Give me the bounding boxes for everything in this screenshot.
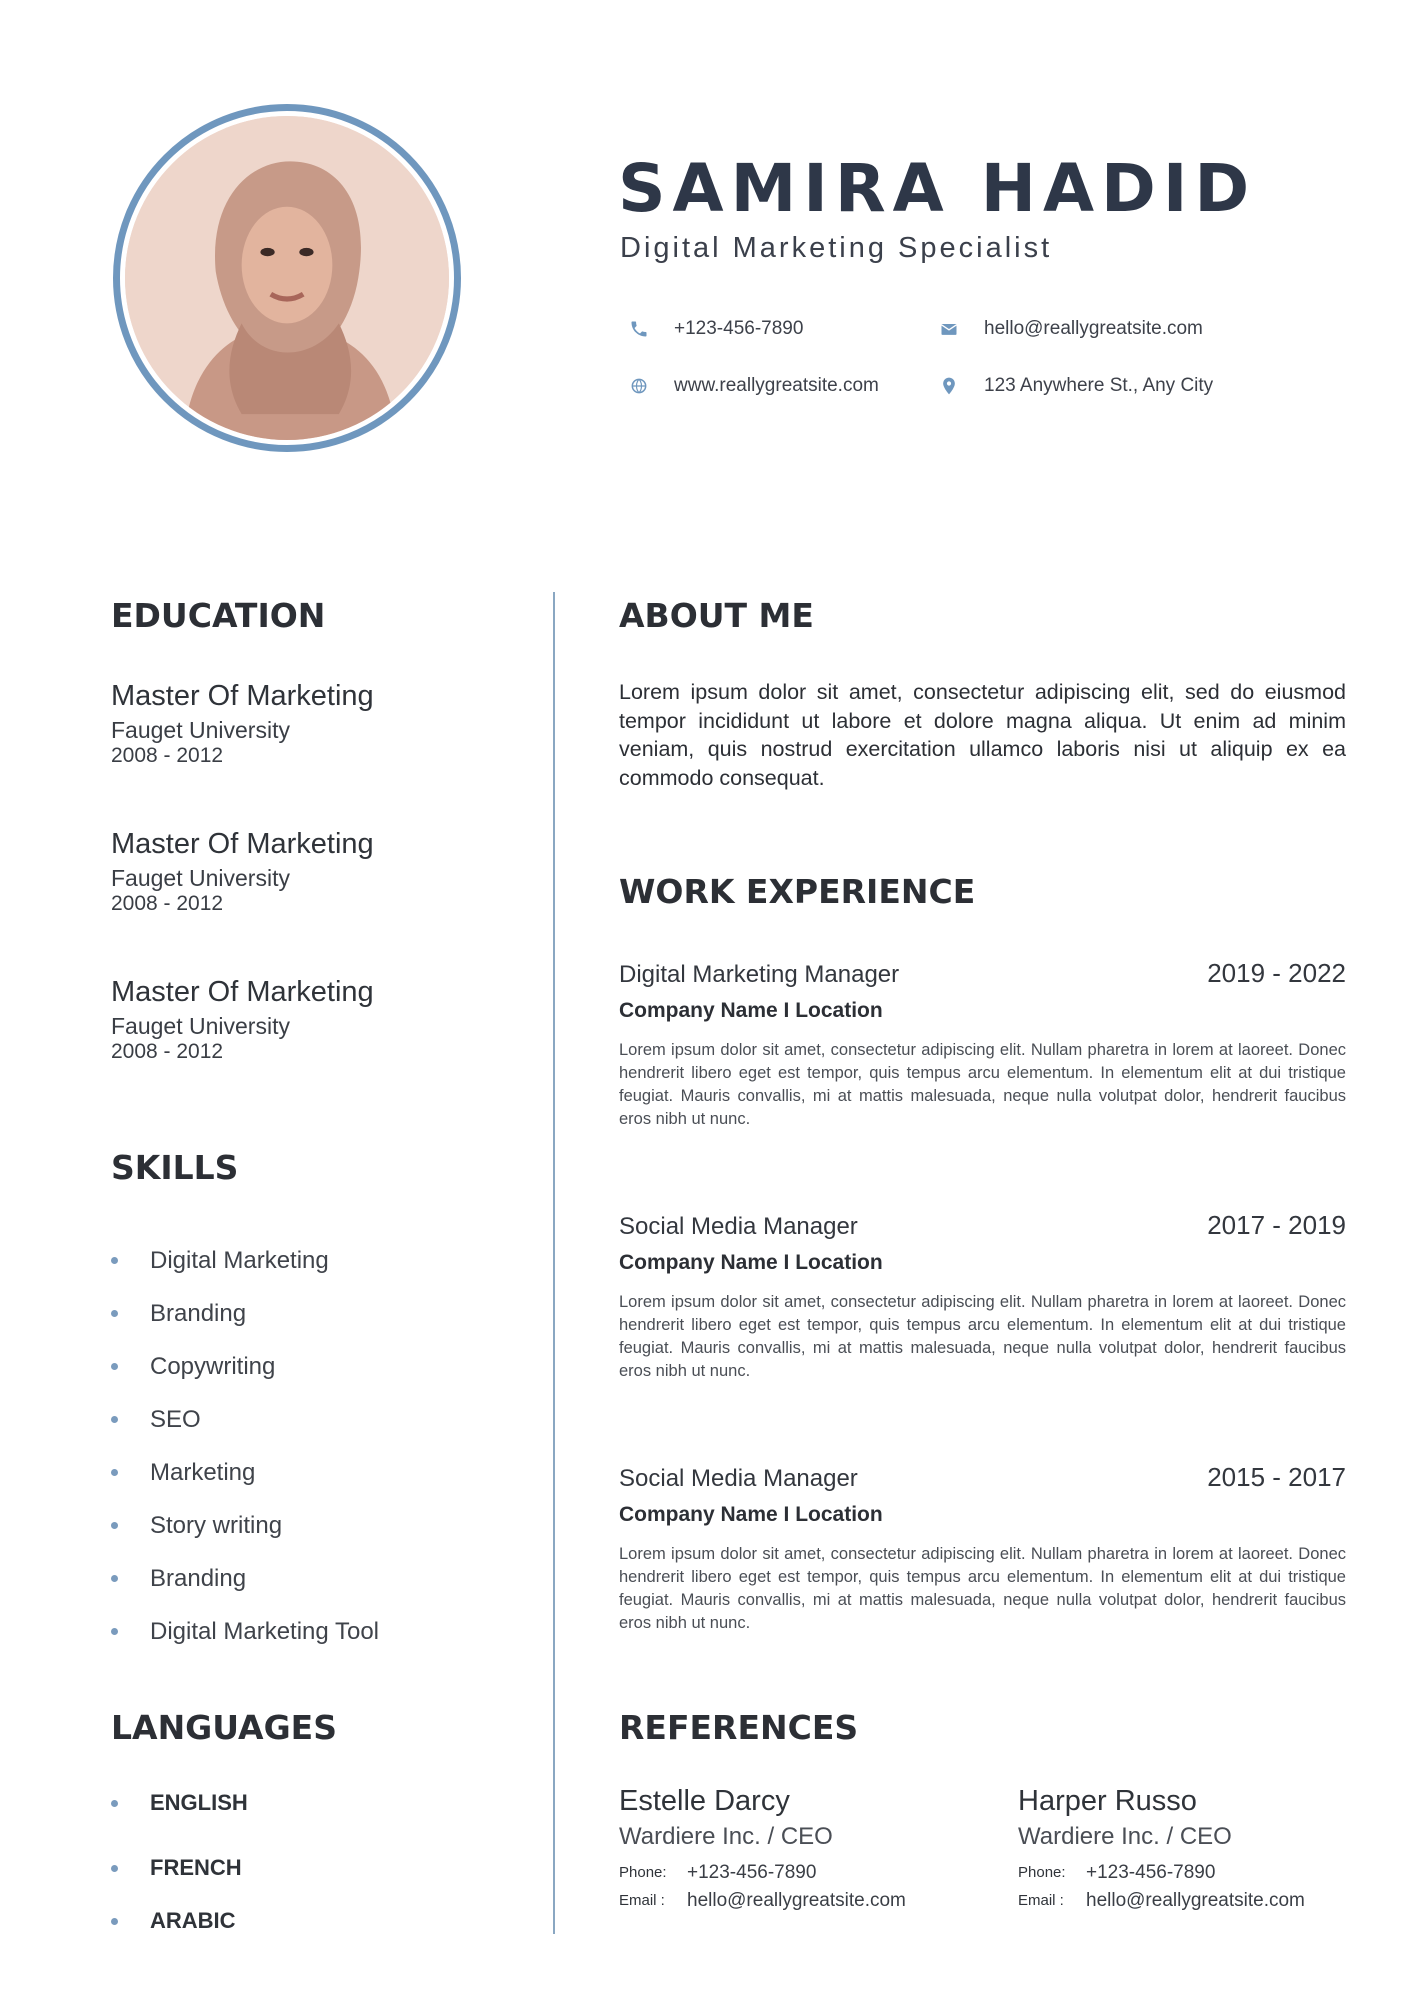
bullet-icon — [111, 1257, 118, 1264]
address-text: 123 Anywhere St., Any City — [984, 375, 1214, 396]
profile-photo-frame — [113, 104, 461, 452]
education-years: 2008 - 2012 — [111, 1040, 224, 1063]
education-degree: Master Of Marketing — [111, 976, 374, 1008]
reference-email-value: hello@reallygreatsite.com — [687, 1890, 906, 1911]
skill-item — [111, 1340, 379, 1393]
education-school: Fauget University — [111, 717, 290, 743]
reference-company: Wardiere Inc. / CEO — [619, 1823, 833, 1850]
language-item — [111, 1790, 248, 1816]
education-degree: Master Of Marketing — [111, 680, 374, 712]
reference-name: Estelle Darcy — [619, 1785, 790, 1817]
education-item — [111, 678, 531, 768]
skills-heading: SKILLS — [111, 1148, 239, 1187]
language-label: ENGLISH — [150, 1790, 248, 1815]
job-entry — [619, 1462, 1346, 1635]
job-years: 2017 - 2019 — [1207, 1210, 1346, 1240]
website-text: www.reallygreatsite.com — [674, 375, 879, 396]
education-years: 2008 - 2012 — [111, 744, 224, 767]
phone-icon — [628, 318, 650, 340]
skill-label: Marketing — [150, 1458, 256, 1486]
skills-list — [111, 1234, 379, 1658]
skill-item — [111, 1499, 379, 1552]
email-label: Email : — [619, 1892, 665, 1909]
phone-label: Phone: — [619, 1864, 667, 1881]
bullet-icon — [111, 1363, 118, 1370]
language-item — [111, 1908, 236, 1934]
reference-email — [1018, 1890, 1378, 1912]
bullet-icon — [111, 1416, 118, 1423]
job-description: Lorem ipsum dolor sit amet, consectetur adipiscing elit. Nullam pharetra in lorem at laoreet. Donec hendrerit libero eget est tempor, quis tempus arcu elementum. In elementum elit at dui tristique feugiat. Mauris convallis, mi at mattis malesuada, neque nulla volutpat dolor, hendrerit faucibus eros nibh ut nunc. — [619, 1545, 1346, 1632]
bullet-icon — [111, 1918, 118, 1925]
job-role: Social Media Manager — [619, 1213, 858, 1240]
skill-item — [111, 1393, 379, 1446]
column-divider — [553, 592, 555, 1934]
contact-phone — [628, 318, 803, 340]
skill-item — [111, 1446, 379, 1499]
skill-label: Digital Marketing — [150, 1246, 329, 1274]
education-item — [111, 974, 531, 1064]
skill-label: SEO — [150, 1405, 201, 1433]
language-label: FRENCH — [150, 1855, 242, 1880]
bullet-icon — [111, 1522, 118, 1529]
globe-icon — [628, 375, 650, 397]
contact-email — [938, 318, 1203, 340]
candidate-title: Digital Marketing Specialist — [620, 232, 1053, 264]
contact-address — [938, 375, 1213, 397]
education-school: Fauget University — [111, 1013, 290, 1039]
profile-photo — [125, 116, 449, 440]
reference-email — [619, 1890, 979, 1912]
reference-phone-value: +123-456-7890 — [1086, 1862, 1216, 1883]
reference-company: Wardiere Inc. / CEO — [1018, 1823, 1232, 1850]
bullet-icon — [111, 1310, 118, 1317]
about-text: Lorem ipsum dolor sit amet, consectetur adipiscing elit, sed do eiusmod tempor incididunt ut labore et dolore magna aliqua. Ut enim ad minim veniam, quis nostrud exercitation ullamco laboris nisi ut aliquip ex ea commodo consequat. — [619, 680, 1346, 790]
references-heading: REFERENCES — [619, 1708, 859, 1747]
skill-item — [111, 1552, 379, 1605]
job-company: Company Name I Location — [619, 1503, 883, 1526]
bullet-icon — [111, 1865, 118, 1872]
skill-label: Digital Marketing Tool — [150, 1617, 379, 1645]
skill-label: Story writing — [150, 1511, 283, 1539]
location-pin-icon — [938, 375, 960, 397]
language-item — [111, 1855, 242, 1881]
skill-item — [111, 1234, 379, 1287]
job-years: 2015 - 2017 — [1207, 1462, 1346, 1492]
job-entry — [619, 958, 1346, 1131]
bullet-icon — [111, 1575, 118, 1582]
job-company: Company Name I Location — [619, 999, 883, 1022]
languages-heading: LANGUAGES — [111, 1708, 337, 1747]
reference-card — [619, 1784, 979, 1912]
job-description: Lorem ipsum dolor sit amet, consectetur adipiscing elit. Nullam pharetra in lorem at laoreet. Donec hendrerit libero eget est tempor, quis tempus arcu elementum. In elementum elit at dui tristique feugiat. Mauris convallis, mi at mattis malesuada, neque nulla volutpat dolor, hendrerit faucibus eros nibh ut nunc. — [619, 1293, 1346, 1380]
contact-website — [628, 375, 879, 397]
bullet-icon — [111, 1800, 118, 1807]
education-item — [111, 826, 531, 916]
reference-email-value: hello@reallygreatsite.com — [1086, 1890, 1305, 1911]
education-years: 2008 - 2012 — [111, 892, 224, 915]
about-heading: ABOUT ME — [619, 596, 814, 635]
skill-label: Branding — [150, 1564, 247, 1592]
reference-phone-value: +123-456-7890 — [687, 1862, 817, 1883]
mail-icon — [938, 318, 960, 340]
experience-heading: WORK EXPERIENCE — [619, 872, 976, 911]
job-description: Lorem ipsum dolor sit amet, consectetur adipiscing elit. Nullam pharetra in lorem at laoreet. Donec hendrerit libero eget est tempor, quis tempus arcu elementum. In elementum elit at dui tristique feugiat. Mauris convallis, mi at mattis malesuada, neque nulla volutpat dolor, hendrerit faucibus eros nibh ut nunc. — [619, 1041, 1346, 1128]
education-heading: EDUCATION — [111, 596, 326, 635]
reference-name: Harper Russo — [1018, 1785, 1197, 1817]
skill-label: Copywriting — [150, 1352, 276, 1380]
email-label: Email : — [1018, 1892, 1064, 1909]
phone-text: +123-456-7890 — [674, 318, 804, 339]
email-text: hello@reallygreatsite.com — [984, 318, 1203, 339]
job-role: Social Media Manager — [619, 1465, 858, 1492]
education-degree: Master Of Marketing — [111, 828, 374, 860]
bullet-icon — [111, 1628, 118, 1635]
skill-item — [111, 1605, 379, 1658]
reference-card — [1018, 1784, 1378, 1912]
reference-phone — [1018, 1862, 1378, 1884]
job-entry — [619, 1210, 1346, 1383]
phone-label: Phone: — [1018, 1864, 1066, 1881]
job-role: Digital Marketing Manager — [619, 961, 900, 988]
job-company: Company Name I Location — [619, 1251, 883, 1274]
skill-label: Branding — [150, 1299, 247, 1327]
skill-item — [111, 1287, 379, 1340]
candidate-name: SAMIRA HADID — [618, 150, 1257, 227]
bullet-icon — [111, 1469, 118, 1476]
language-label: ARABIC — [150, 1908, 236, 1933]
reference-phone — [619, 1862, 979, 1884]
education-school: Fauget University — [111, 865, 290, 891]
job-years: 2019 - 2022 — [1207, 958, 1346, 988]
